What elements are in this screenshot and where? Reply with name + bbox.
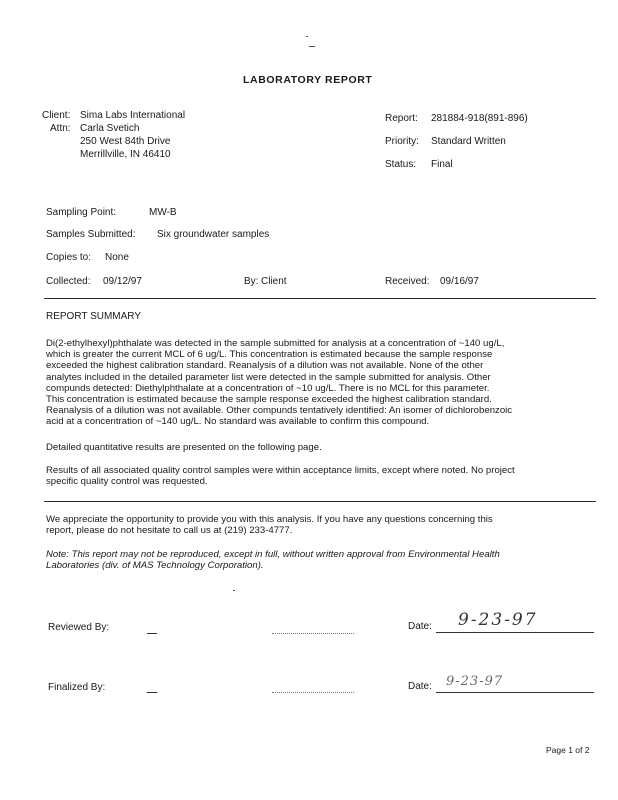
divider bbox=[44, 298, 596, 299]
finalized-date-handwritten: 9-23-97 bbox=[446, 674, 504, 689]
status-label: Status: bbox=[385, 159, 417, 170]
attn-name: Carla Svetich bbox=[80, 123, 140, 134]
received-date: 09/16/97 bbox=[440, 276, 479, 287]
report-number: 281884-918(891-896) bbox=[431, 113, 528, 124]
address-line1: 250 West 84th Drive bbox=[80, 136, 171, 147]
collected-date: 09/12/97 bbox=[103, 276, 142, 287]
qc-line: Results of all associated quality control samples were within acceptance limits, except where noted. No project bbox=[46, 465, 515, 476]
collected-label: Collected: bbox=[46, 276, 91, 287]
summary-line: This concentration is estimated because the sample response exceeded the highest calibration standard. bbox=[46, 394, 492, 406]
by-label: By: bbox=[244, 276, 259, 287]
attn-label: Attn: bbox=[50, 123, 71, 134]
scan-speck bbox=[309, 46, 315, 47]
reviewed-by-label: Reviewed By: bbox=[48, 622, 110, 633]
summary-line: which is greater the current MCL of 6 ug/L. This concentration is estimated because the sample response bbox=[46, 349, 493, 361]
status-value: Final bbox=[431, 159, 453, 170]
finalized-date-label: Date: bbox=[408, 681, 432, 692]
samples-submitted-value: Six groundwater samples bbox=[157, 229, 270, 240]
scan-speck bbox=[233, 590, 235, 591]
received-label: Received: bbox=[385, 276, 430, 287]
summary-line: exceeded the highest calibration standard. Reanalysis of a dilution was not available. None of the other bbox=[46, 360, 484, 372]
appreciation-line: report, please do not hesitate to call us at (219) 233-4777. bbox=[46, 525, 293, 537]
client-label: Client: bbox=[42, 110, 71, 121]
address-line2: Merrillville, IN 46410 bbox=[80, 149, 171, 160]
summary-line: acid at a concentration of ~140 ug/L. No standard was available to confirm this compound. bbox=[46, 416, 430, 428]
reviewed-date-label: Date: bbox=[408, 621, 432, 632]
summary-line: Reanalysis of a dilution was not available. Other compunds tentatively identified: An isomer of dichlorobenzoic bbox=[46, 405, 513, 417]
qc-paragraph bbox=[46, 465, 601, 487]
copies-value: None bbox=[105, 252, 129, 263]
collected-by: Client bbox=[261, 276, 287, 287]
priority-label: Priority: bbox=[385, 136, 419, 147]
reviewed-date-handwritten: 9-23-97 bbox=[458, 610, 538, 630]
priority-value: Standard Written bbox=[431, 136, 506, 147]
reproduction-note bbox=[46, 549, 601, 571]
divider bbox=[44, 501, 596, 502]
samples-submitted-label: Samples Submitted: bbox=[46, 229, 136, 240]
finalized-date-line bbox=[436, 692, 594, 693]
note-line: Note: This report may not be reproduced, except in full, without written approval from Environmental Health bbox=[46, 549, 500, 560]
note-line: Laboratories (div. of MAS Technology Corporation). bbox=[46, 560, 264, 572]
appreciation-paragraph bbox=[46, 514, 601, 536]
qc-line: specific quality control was requested. bbox=[46, 476, 208, 488]
summary-line: analytes included in the detailed parameter list were detected in the sample submitted for analysis. Other bbox=[46, 371, 491, 383]
scan-speck bbox=[306, 36, 308, 37]
reviewed-signature-line bbox=[147, 633, 157, 634]
finalized-signature-line bbox=[272, 692, 354, 693]
finalized-signature-line bbox=[147, 692, 157, 693]
report-label: Report: bbox=[385, 113, 418, 124]
copies-label: Copies to: bbox=[46, 252, 92, 263]
report-title: LABORATORY REPORT bbox=[243, 74, 373, 86]
sampling-point-value: MW-B bbox=[149, 207, 177, 218]
summary-paragraph bbox=[46, 338, 601, 428]
appreciation-line: We appreciate the opportunity to provide you with this analysis. If you have any questions concerning this bbox=[46, 514, 493, 525]
summary-line: Di(2-ethylhexyl)phthalate was detected in the sample submitted for analysis at a concentration of ~140 ug/L, bbox=[46, 338, 505, 349]
reviewed-signature-line bbox=[272, 633, 354, 634]
sampling-point-label: Sampling Point: bbox=[46, 207, 117, 218]
reviewed-date-line bbox=[436, 632, 594, 633]
detail-note: Detailed quantitative results are presented on the following page. bbox=[46, 442, 322, 453]
summary-line: compunds detected: Diethylphthalate at a concentration of ~10 ug/L. There is no MCL for this parameter. bbox=[46, 382, 490, 394]
client-name: Sima Labs International bbox=[80, 110, 186, 121]
page-number: Page 1 of 2 bbox=[546, 745, 590, 755]
finalized-by-label: Finalized By: bbox=[48, 682, 106, 693]
summary-heading: REPORT SUMMARY bbox=[46, 311, 142, 322]
